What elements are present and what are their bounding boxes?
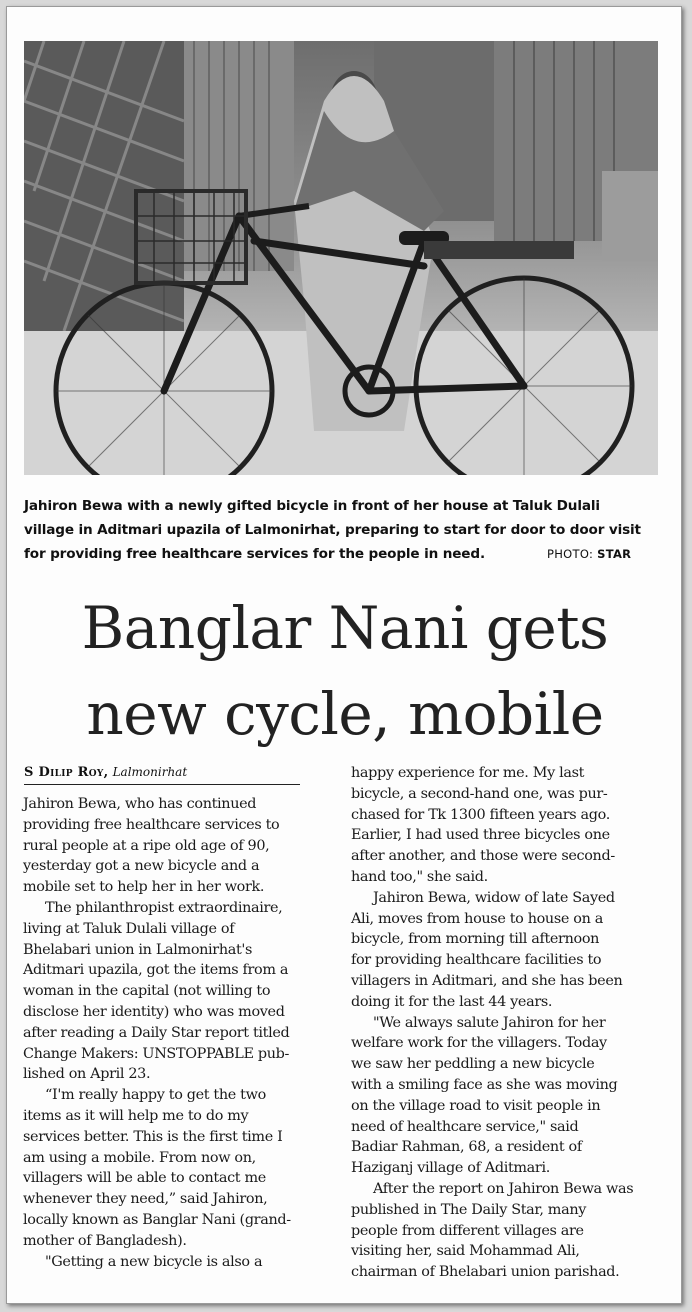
- article-line: with a smiling face as she was moving: [351, 1076, 618, 1093]
- article-line: we saw her peddling a new bicycle: [351, 1056, 595, 1073]
- photo-credit-source: STAR: [597, 547, 632, 561]
- caption-line-last: [24, 542, 660, 566]
- article-column-2: [351, 763, 665, 1283]
- article-line: whenever they need,” said Jahiron,: [23, 1191, 268, 1208]
- article-line: welfare work for the villagers. Today: [351, 1035, 607, 1052]
- byline: [24, 765, 300, 785]
- article-line: The philanthropist extraordinaire,: [45, 899, 283, 916]
- article-line: people from different villages are: [351, 1222, 584, 1239]
- byline-location: Lalmonirhat: [112, 765, 188, 779]
- article-line: Bhelabari union in Lalmonirhat's: [23, 941, 253, 958]
- article-line: lished on April 23.: [23, 1066, 151, 1083]
- article-line: chairman of Bhelabari union parishad.: [351, 1264, 620, 1281]
- article-line: Aditmari upazila, got the items from a: [23, 962, 289, 979]
- article-line: bicycle, a second-hand one, was pur-: [351, 785, 608, 802]
- bicycle-woman-photo: [24, 41, 658, 475]
- caption-line: for providing free healthcare services for the people in need.: [24, 546, 485, 562]
- photo-caption: [24, 494, 660, 566]
- article-line: "We always salute Jahiron for her: [373, 1014, 606, 1031]
- article-line: villagers will be able to contact me: [23, 1170, 266, 1187]
- article-line: rural people at a ripe old age of 90,: [23, 837, 270, 854]
- article-line: after reading a Daily Star report titled: [23, 1024, 290, 1041]
- article-line: locally known as Banglar Nani (grand-: [23, 1211, 291, 1228]
- article-column-1: [23, 794, 335, 1272]
- article-line: Change Makers: UNSTOPPABLE pub-: [23, 1045, 289, 1062]
- photo-credit: [547, 547, 631, 561]
- article-line: hand too," she said.: [351, 868, 488, 885]
- article-line: bicycle, from morning till afternoon: [351, 931, 600, 948]
- byline-author: S Dilip Roy,: [24, 765, 109, 780]
- article-line: yesterday got a new bicycle and a: [23, 858, 260, 875]
- article-line: on the village road to visit people in: [351, 1097, 601, 1114]
- article-line: mother of Bangladesh).: [23, 1232, 187, 1249]
- article-line: Haziganj village of Aditmari.: [351, 1160, 550, 1177]
- article-line: providing free healthcare services to: [23, 816, 280, 833]
- article-line: living at Taluk Dulali village of: [23, 920, 235, 937]
- article-line: need of healthcare service," said: [351, 1118, 579, 1135]
- article-line: mobile set to help her in her work.: [23, 879, 265, 896]
- article-line: villagers in Aditmari, and she has been: [351, 972, 623, 989]
- article-line: for providing healthcare facilities to: [351, 952, 602, 969]
- newspaper-clipping: [6, 6, 682, 1304]
- article-line: After the report on Jahiron Bewa was: [373, 1180, 634, 1197]
- headline-line-2: new cycle, mobile: [86, 680, 604, 748]
- article-line: Earlier, I had used three bicycles one: [351, 827, 610, 844]
- headline: [7, 585, 682, 757]
- caption-line: Jahiron Bewa with a newly gifted bicycle in front of her house at Taluk Dulali: [24, 498, 600, 514]
- article-line: visiting her, said Mohammad Ali,: [351, 1243, 580, 1260]
- article-line: Jahiron Bewa, who has continued: [23, 796, 257, 812]
- article-line: "Getting a new bicycle is also a: [45, 1253, 263, 1270]
- article-line: chased for Tk 1300 fifteen years ago.: [351, 806, 610, 823]
- article-line: woman in the capital (not willing to: [23, 983, 271, 1000]
- article-photo: [24, 41, 658, 475]
- photo-credit-prefix: PHOTO:: [546, 547, 594, 561]
- article-line: “I'm really happy to get the two: [45, 1087, 266, 1104]
- article-line: am using a mobile. From now on,: [23, 1149, 256, 1166]
- article-line: doing it for the last 44 years.: [351, 993, 553, 1010]
- caption-line: village in Aditmari upazila of Lalmonirhat, preparing to start for door to door visit: [24, 522, 641, 538]
- article-line: Jahiron Bewa, widow of late Sayed: [373, 889, 615, 906]
- article-line: after another, and those were second-: [351, 848, 615, 865]
- article-line: services better. This is the first time I: [23, 1128, 283, 1145]
- article-line: Badiar Rahman, 68, a resident of: [351, 1139, 582, 1156]
- article-line: items as it will help me to do my: [23, 1107, 249, 1124]
- article-line: published in The Daily Star, many: [351, 1201, 587, 1218]
- headline-line-1: Banglar Nani gets: [81, 594, 609, 662]
- article-line: Ali, moves from house to house on a: [351, 910, 603, 927]
- article-line: happy experience for me. My last: [351, 765, 585, 781]
- article-line: disclose her identity) who was moved: [23, 1003, 285, 1020]
